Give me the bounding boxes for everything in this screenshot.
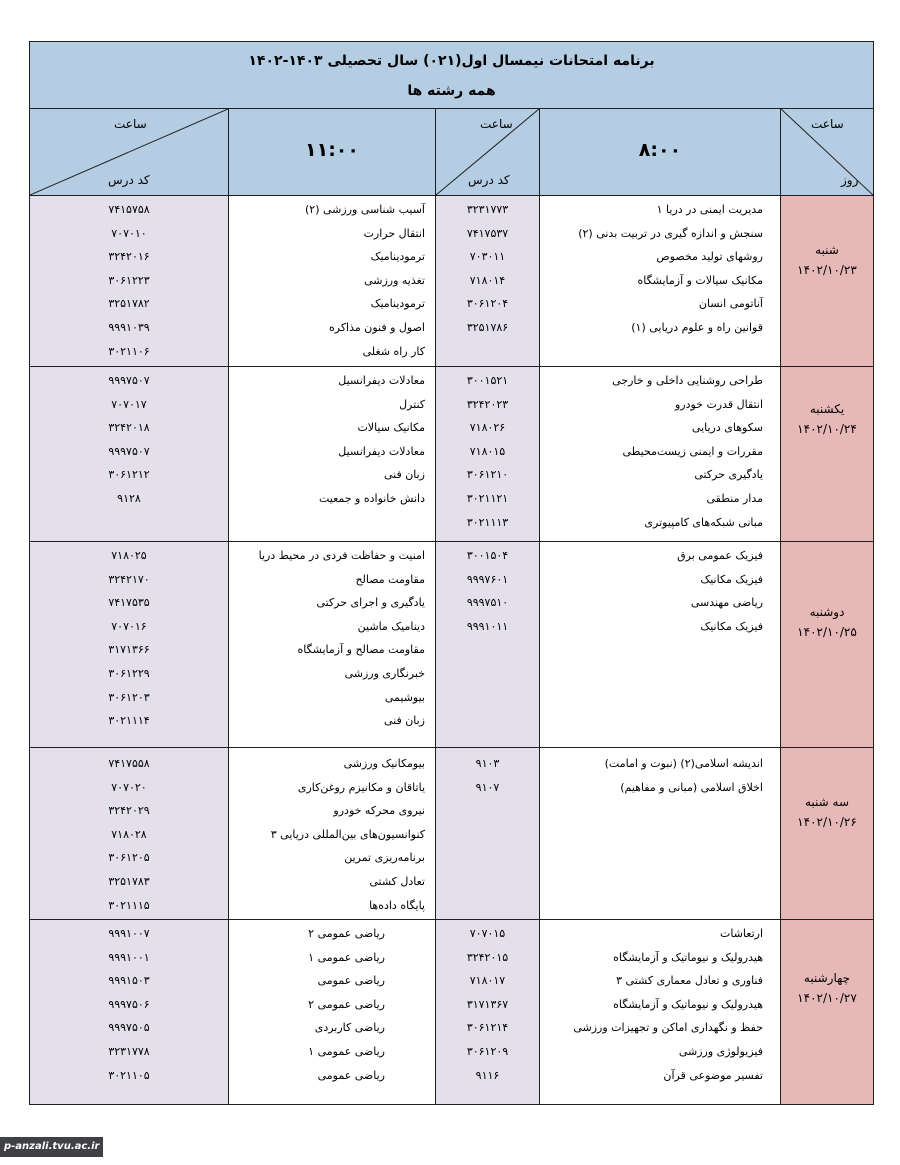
list-item: تعادل کشتی: [369, 874, 425, 888]
list-item: ۹۱۰۳: [475, 757, 500, 770]
list-item: ریاضی عمومی: [317, 1068, 385, 1082]
list-item: بیوشیمی: [384, 690, 425, 704]
list-item: ۷۱۸۰۲۸: [111, 827, 147, 841]
list-item: ۹۹۹۷۵۰۶: [108, 997, 150, 1011]
list-item: ۷۱۸۰۲۵: [111, 549, 147, 562]
late-courses-saturday: [235, 198, 425, 363]
header-day-hour: [781, 109, 873, 195]
late-courses-sunday: [235, 369, 425, 511]
list-item: مقاومت مصالح و آزمایشگاه: [297, 643, 425, 657]
list-item: ۹۱۰۷: [475, 780, 500, 794]
list-item: ۳۲۴۲۰۱۶: [108, 250, 150, 264]
morning-courses-monday: [545, 544, 763, 638]
list-item: ۷۴۱۷۵۳۵: [108, 596, 150, 610]
list-item: هیدرولیک و نیوماتیک و آزمایشگاه: [613, 997, 763, 1011]
list-item: ۹۹۹۱۰۰۷: [108, 927, 150, 940]
list-item: امنیت و حفاظت فردی در محیط دریا: [258, 549, 425, 562]
day-cell-monday: [781, 542, 873, 747]
list-item: سکوهای دریایی: [691, 421, 763, 435]
list-item: ۳۲۴۲۰۱۸: [108, 421, 150, 435]
header-code-label: کد درس: [108, 173, 150, 187]
list-item: دینامیک ماشین: [357, 619, 425, 633]
list-item: ۷۰۷۰۱۷: [111, 397, 147, 411]
title-header: [30, 42, 873, 109]
list-item: ۹۱۲۸: [117, 491, 141, 505]
grid-line: [228, 108, 229, 1104]
list-item: ۳۲۴۲۰۲۹: [108, 804, 150, 818]
list-item: ۷۴۱۵۷۵۸: [108, 203, 150, 216]
list-item: کنترل: [399, 397, 425, 411]
list-item: مدار منطقی: [706, 491, 763, 505]
grid-line: [30, 919, 873, 920]
list-item: ۳۰۶۱۲۰۴: [466, 297, 509, 311]
list-item: ریاضی عمومی: [317, 974, 385, 988]
list-item: ۷۰۳۰۱۱: [469, 250, 506, 264]
list-item: پایگاه داده‌ها: [369, 898, 425, 912]
header-time-late: [229, 109, 435, 195]
list-item: ۳۲۵۱۷۸۶: [466, 320, 509, 334]
list-item: انتقال قدرت خودرو: [674, 397, 763, 411]
header-hour-label: ساعت: [811, 117, 844, 131]
list-item: حفظ و نگهداری اماکن و تجهیزات ورزشی: [573, 1021, 763, 1035]
morning-courses-tuesday: [545, 752, 763, 799]
list-item: یادگیری حرکتی: [694, 468, 763, 482]
time-0800: ۸:۰۰: [638, 139, 682, 161]
list-item: ارتعاشات: [719, 927, 763, 940]
list-item: ریاضی مهندسی: [690, 596, 763, 610]
day-name: یکشنبه: [809, 402, 845, 416]
list-item: مبانی شبکه‌های کامپیوتری: [644, 515, 763, 529]
day-date: ۱۴۰۲/۱۰/۲۶: [797, 815, 857, 829]
list-item: مدیریت ایمنی در دریا ۱: [656, 203, 763, 216]
list-item: بیومکانیک ورزشی: [343, 757, 425, 770]
list-item: ۷۴۱۷۵۳۷: [466, 226, 509, 240]
list-item: مقاومت مصالح: [355, 572, 425, 586]
list-item: فیزیک مکانیک: [700, 572, 763, 586]
late-courses-tuesday: [235, 752, 425, 917]
list-item: دانش خانواده و جمعیت: [318, 491, 425, 505]
list-item: ترمودینامیک: [370, 297, 425, 311]
list-item: ۳۰۶۱۲۰۵: [108, 851, 150, 865]
list-item: معادلات دیفرانسیل: [338, 374, 425, 387]
day-date: ۱۴۰۲/۱۰/۲۵: [797, 625, 857, 639]
list-item: ۳۰۲۱۱۱۳: [466, 515, 509, 529]
list-item: زبان فنی: [383, 714, 425, 728]
list-item: ۳۲۳۱۷۷۳: [466, 203, 509, 216]
list-item: ۹۱۱۶: [475, 1068, 500, 1082]
header-code-hour-late: [30, 109, 228, 195]
day-cell-tuesday: [781, 748, 873, 919]
list-item: ۹۹۹۷۵۱۰: [466, 596, 509, 610]
list-item: ۷۰۷۰۲۰: [111, 780, 147, 794]
header-code-label: کد درس: [468, 173, 510, 187]
late-codes-wednesday: [30, 922, 228, 1087]
list-item: اندیشه اسلامی(۲) (نبوت و امامت): [604, 757, 763, 770]
morning-courses-wednesday: [545, 922, 763, 1087]
late-courses-wednesday: [235, 922, 385, 1087]
grid-line: [780, 108, 781, 1104]
list-item: ۷۴۱۷۵۵۸: [108, 757, 150, 770]
site-url-badge[interactable]: p-anzali.tvu.ac.ir: [0, 1137, 103, 1157]
list-item: ۳۰۲۱۱۱۴: [108, 714, 150, 728]
list-item: فناوری و تعادل معماری کشتی ۳: [616, 974, 763, 988]
day-name: چهارشنبه: [803, 971, 851, 985]
late-codes-monday: [30, 544, 228, 733]
day-date: ۱۴۰۲/۱۰/۲۳: [797, 263, 857, 277]
exam-schedule-table: [29, 41, 874, 1105]
list-item: یاتاقان و مکانیزم روغن‌کاری: [297, 780, 425, 794]
day-cell-saturday: [781, 196, 873, 366]
list-item: یادگیری و اجرای حرکتی: [316, 596, 425, 610]
list-item: ۷۱۸۰۱۴: [469, 273, 506, 287]
list-item: انتقال حرارت: [363, 226, 425, 240]
list-item: فیزیک مکانیک: [700, 619, 763, 633]
list-item: ۳۰۰۱۵۰۴: [466, 549, 509, 562]
header-day-label: روز: [841, 173, 859, 187]
schedule-subtitle: همه رشته ها: [407, 83, 496, 99]
header-hour-label: ساعت: [480, 117, 513, 131]
day-cell-wednesday: [781, 920, 873, 1104]
list-item: ۳۲۵۱۷۸۳: [108, 874, 150, 888]
list-item: ۳۲۳۱۷۷۸: [108, 1044, 150, 1058]
list-item: ۳۰۶۱۲۱۰: [466, 468, 509, 482]
list-item: ۷۰۷۰۱۶: [111, 619, 147, 633]
morning-codes-sunday: [436, 369, 539, 534]
list-item: ۷۱۸۰۲۶: [469, 421, 506, 435]
list-item: ۳۰۲۱۱۲۱: [466, 491, 509, 505]
list-item: آناتومی انسان: [698, 297, 763, 311]
list-item: سنجش و اندازه گیری در تربیت بدنی (۲): [578, 226, 763, 240]
day-date: ۱۴۰۲/۱۰/۲۷: [797, 991, 857, 1005]
list-item: ۳۰۶۱۲۱۴: [466, 1021, 509, 1035]
list-item: ریاضی عمومی ۲: [308, 997, 385, 1011]
list-item: ۳۱۷۱۳۶۶: [108, 643, 150, 657]
list-item: ۳۰۲۱۱۰۵: [108, 1068, 150, 1082]
list-item: هیدرولیک و نیوماتیک و آزمایشگاه: [613, 950, 763, 964]
list-item: ۳۰۲۱۱۰۶: [108, 344, 150, 358]
time-1100: ۱۱:۰۰: [305, 139, 359, 161]
list-item: ۳۰۶۱۲۱۲: [108, 468, 150, 482]
late-courses-monday: [235, 544, 425, 733]
list-item: ۳۲۴۲۱۷۰: [108, 572, 150, 586]
list-item: مکانیک سیالات: [357, 421, 425, 435]
list-item: قوانین راه و علوم دریایی (۱): [631, 320, 763, 334]
list-item: ۳۰۶۱۲۲۹: [108, 666, 150, 680]
list-item: ریاضی عمومی ۱: [308, 950, 385, 964]
list-item: طراحی روشنایی داخلی و خارجی: [612, 374, 763, 387]
list-item: خبرنگاری ورزشی: [344, 666, 425, 680]
list-item: ریاضی عمومی ۲: [308, 927, 385, 940]
list-item: نیروی محرکه خودرو: [333, 804, 425, 818]
morning-codes-saturday: [436, 198, 539, 340]
list-item: ۹۹۹۱۰۰۱: [108, 950, 150, 964]
grid-line: [539, 108, 540, 1104]
list-item: ۷۱۸۰۱۷: [469, 974, 506, 988]
header-hour-label: ساعت: [114, 117, 147, 131]
day-name: شنبه: [815, 243, 839, 257]
day-cell-sunday: [781, 367, 873, 541]
schedule-title: برنامه امتحانات نیمسال اول(۰۲۱) سال تحصیلی ۱۴۰۳-۱۴۰۲: [248, 53, 655, 69]
grid-line: [30, 366, 873, 367]
list-item: ۳۱۷۱۳۶۷: [466, 997, 509, 1011]
list-item: ۷۰۷۰۱۵: [469, 927, 506, 940]
list-item: روشهای تولید مخصوص: [656, 250, 763, 264]
grid-line: [30, 541, 873, 542]
morning-codes-monday: [436, 544, 539, 638]
list-item: اصول و فنون مذاکره: [328, 320, 425, 334]
list-item: کنوانسیون‌های بین‌المللی دریایی ۳: [270, 827, 425, 841]
list-item: تغذیه ورزشی: [364, 273, 425, 287]
day-name: سه شنبه: [804, 795, 850, 809]
list-item: زبان فنی: [383, 468, 425, 482]
list-item: ۳۰۶۱۲۰۳: [108, 690, 150, 704]
morning-codes-tuesday: [436, 752, 539, 799]
list-item: ۳۰۰۱۵۲۱: [466, 374, 509, 387]
list-item: ۹۹۹۷۵۰۵: [108, 1021, 150, 1035]
list-item: ۹۹۹۱۰۳۹: [108, 320, 150, 334]
list-item: آسیب شناسی ورزشی (۲): [305, 203, 425, 216]
list-item: فیزیک عمومی برق: [677, 549, 763, 562]
list-item: ترمودینامیک: [370, 250, 425, 264]
list-item: ۳۰۶۱۲۰۹: [466, 1044, 509, 1058]
list-item: ریاضی کاربردی: [314, 1021, 385, 1035]
list-item: ۹۹۹۷۶۰۱: [466, 572, 509, 586]
list-item: اخلاق اسلامی (مبانی و مفاهیم): [620, 780, 763, 794]
list-item: برنامه‌ریزی تمرین: [344, 851, 425, 865]
header-code-hour-morning: [436, 109, 539, 195]
list-item: ۹۹۹۱۵۰۳: [108, 974, 150, 988]
list-item: مقررات و ایمنی زیست‌محیطی: [622, 444, 763, 458]
list-item: ریاضی عمومی ۱: [308, 1044, 385, 1058]
list-item: ۳۰۲۱۱۱۵: [108, 898, 150, 912]
grid-line: [30, 195, 873, 196]
list-item: ۹۹۹۷۵۰۷: [108, 374, 150, 387]
list-item: ۹۹۹۷۵۰۷: [108, 444, 150, 458]
late-codes-sunday: [30, 369, 228, 511]
header-time-morning: [540, 109, 780, 195]
list-item: تفسیر موضوعی قرآن: [663, 1068, 763, 1082]
grid-line: [30, 747, 873, 748]
late-codes-saturday: [30, 198, 228, 363]
list-item: مکانیک سیالات و آزمایشگاه: [637, 273, 763, 287]
list-item: کار راه شغلی: [362, 344, 425, 358]
list-item: ۳۲۵۱۷۸۲: [108, 297, 150, 311]
list-item: ۷۰۷۰۱۰: [111, 226, 147, 240]
late-codes-tuesday: [30, 752, 228, 917]
morning-codes-wednesday: [436, 922, 539, 1087]
list-item: معادلات دیفرانسیل: [338, 444, 425, 458]
list-item: ۳۲۴۲۰۱۵: [466, 950, 509, 964]
day-date: ۱۴۰۲/۱۰/۲۴: [797, 422, 857, 436]
list-item: فیزیولوژی ورزشی: [678, 1044, 763, 1058]
morning-courses-saturday: [545, 198, 763, 340]
list-item: ۳۰۶۱۲۲۳: [108, 273, 150, 287]
list-item: ۳۲۴۲۰۲۳: [466, 397, 509, 411]
list-item: ۹۹۹۱۰۱۱: [466, 619, 509, 633]
list-item: ۷۱۸۰۱۵: [469, 444, 506, 458]
day-name: دوشنبه: [809, 605, 845, 619]
morning-courses-sunday: [545, 369, 763, 534]
